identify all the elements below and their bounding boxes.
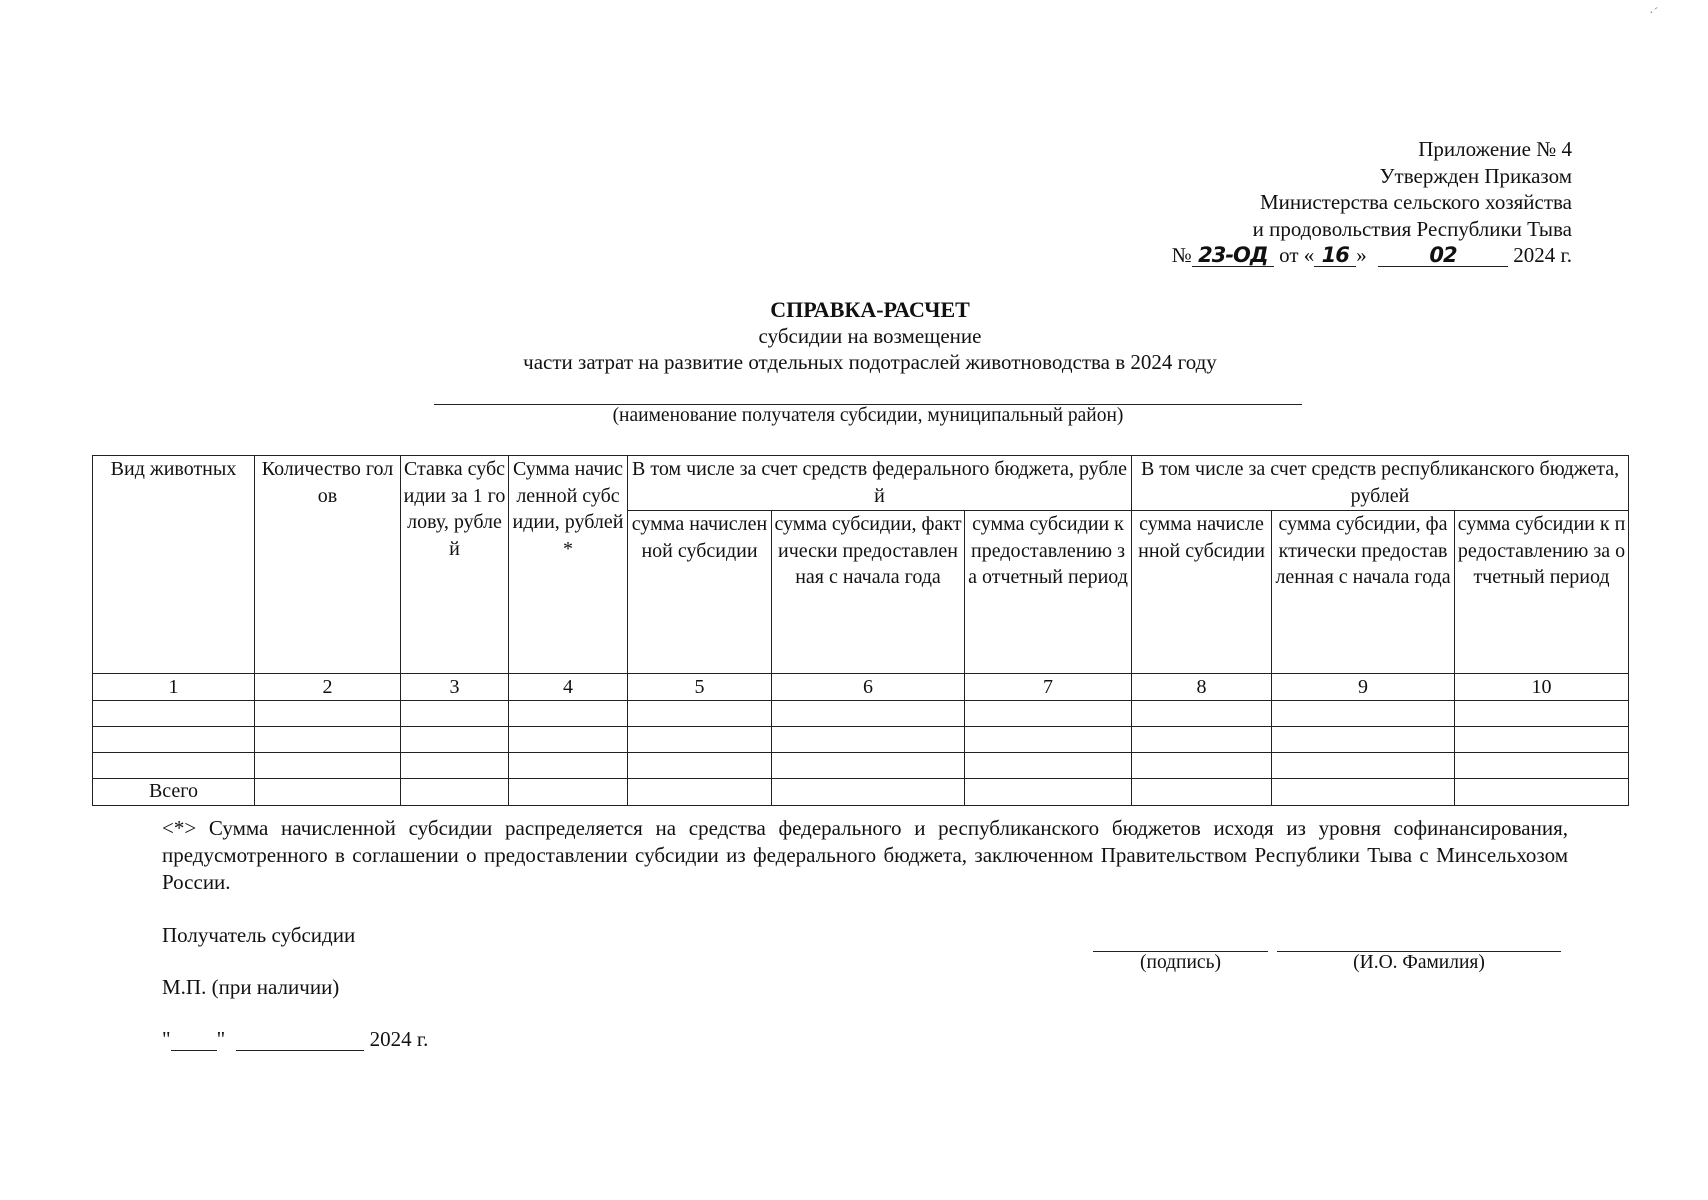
table-cell	[1132, 753, 1272, 779]
table-cell	[255, 753, 401, 779]
table-cell	[1455, 779, 1629, 806]
table-cell	[772, 779, 965, 806]
recipient-label: Получатель субсидии	[162, 923, 356, 947]
order-number: 23-ОД	[1192, 244, 1274, 267]
date-quote-open: "	[162, 1027, 171, 1051]
title-main: СПРАВКА-РАСЧЕТ	[770, 297, 970, 322]
table-cell	[1132, 701, 1272, 727]
column-number: 7	[965, 674, 1132, 701]
table-cell	[965, 727, 1132, 753]
header-head-count: Количество голов	[255, 456, 401, 674]
order-prefix: №	[1171, 243, 1192, 267]
total-label: Всего	[93, 779, 255, 806]
header-animal-type: Вид животных	[93, 456, 255, 674]
document-title	[440, 297, 1300, 375]
header-fed-provided: сумма субсидии, фактически предоставленная с начала года	[772, 511, 965, 674]
order-from: от «	[1279, 243, 1315, 267]
appendix-number: Приложение № 4	[1418, 137, 1572, 161]
recipient-name-caption: (наименование получателя субсидии, муниципальный район)	[612, 405, 1124, 426]
column-number: 9	[1272, 674, 1455, 701]
order-day: 16	[1314, 244, 1356, 267]
table-cell	[255, 779, 401, 806]
header-fed-to-provide: сумма субсидии к предоставлению за отчетный период	[965, 511, 1132, 674]
table-row	[93, 701, 1629, 727]
table-cell	[509, 727, 628, 753]
table-cell	[628, 727, 772, 753]
table-cell	[93, 727, 255, 753]
table-cell	[772, 701, 965, 727]
table-cell	[401, 753, 509, 779]
column-number: 6	[772, 674, 965, 701]
table-cell	[628, 753, 772, 779]
header-republic-group: В том числе за счет средств республиканского бюджета, рублей	[1132, 456, 1629, 511]
table-cell	[401, 701, 509, 727]
table-cell	[255, 701, 401, 727]
order-quote-close: »	[1356, 243, 1367, 267]
table-cell	[93, 701, 255, 727]
column-number: 3	[401, 674, 509, 701]
calculation-table	[92, 455, 1629, 806]
seal-label: М.П. (при наличии)	[162, 975, 340, 999]
total-row	[93, 779, 1629, 806]
date-line	[162, 1027, 428, 1052]
column-number: 1	[93, 674, 255, 701]
order-month: 02	[1378, 244, 1508, 267]
order-reference	[1172, 243, 1572, 268]
table-cell	[1132, 779, 1272, 806]
approved-by: Утвержден Приказом	[1379, 163, 1572, 188]
ministry-line-1: Министерства сельского хозяйства	[1259, 190, 1572, 214]
table-cell	[1455, 753, 1629, 779]
table-cell	[628, 701, 772, 727]
table-cell	[965, 753, 1132, 779]
approval-block	[1253, 136, 1572, 242]
table-cell	[965, 701, 1132, 727]
table-cell	[772, 727, 965, 753]
column-number: 4	[509, 674, 628, 701]
full-name-caption: (И.О. Фамилия)	[1353, 952, 1485, 973]
header-rep-accrued: сумма начисленной субсидии	[1132, 511, 1272, 674]
column-number: 5	[628, 674, 772, 701]
table-cell	[772, 753, 965, 779]
table-cell	[509, 779, 628, 806]
table-cell	[1272, 727, 1455, 753]
table-cell	[255, 727, 401, 753]
date-month-blank	[236, 1028, 364, 1051]
title-line-2: субсидии на возмещение	[758, 324, 982, 348]
table-cell	[509, 753, 628, 779]
table-cell	[1272, 753, 1455, 779]
ministry-line-2: и продовольствия Республики Тыва	[1252, 216, 1572, 241]
column-number: 8	[1132, 674, 1272, 701]
date-day-blank	[171, 1028, 217, 1051]
column-number-row	[93, 674, 1629, 701]
table-cell	[1132, 727, 1272, 753]
table-row	[93, 753, 1629, 779]
table-cell	[1272, 779, 1455, 806]
scan-mark: ·ˊ	[1649, 6, 1659, 21]
table-row	[93, 727, 1629, 753]
table-cell	[401, 779, 509, 806]
table-cell	[1455, 727, 1629, 753]
table-cell	[965, 779, 1132, 806]
table-cell	[401, 727, 509, 753]
header-accrued-total: Сумма начисленной субсидии, рублей *	[509, 456, 628, 674]
header-fed-accrued: сумма начисленной субсидии	[628, 511, 772, 674]
table-cell	[93, 753, 255, 779]
table-cell	[1455, 701, 1629, 727]
table-cell	[628, 779, 772, 806]
header-rep-provided: сумма субсидии, фактически предоставленная с начала года	[1272, 511, 1455, 674]
date-year: 2024 г.	[369, 1027, 429, 1051]
column-number: 2	[255, 674, 401, 701]
table-cell	[1272, 701, 1455, 727]
title-line-3: части затрат на развитие отдельных подотраслей животноводства в 2024 году	[523, 350, 1217, 374]
signature-caption: (подпись)	[1140, 952, 1221, 973]
header-rate: Ставка субсидии за 1 голову, рублей	[401, 456, 509, 674]
table-cell	[509, 701, 628, 727]
order-year: 2024 г.	[1513, 243, 1572, 267]
date-quote-close: "	[216, 1027, 226, 1051]
header-federal-group: В том числе за счет средств федерального бюджета, рублей	[628, 456, 1132, 511]
footnote: <*> Сумма начисленной субсидии распределяется на средства федерального и республиканского бюджетов исходя из уровня софинансирования, предусмотренного в соглашении о предоставлении субсидии из федерального бюджета, заключенном Правительством Республики Тыва с Минсельхозом России.	[162, 816, 1568, 894]
header-rep-to-provide: сумма субсидии к предоставлению за отчетный период	[1455, 511, 1629, 674]
column-number: 10	[1455, 674, 1629, 701]
